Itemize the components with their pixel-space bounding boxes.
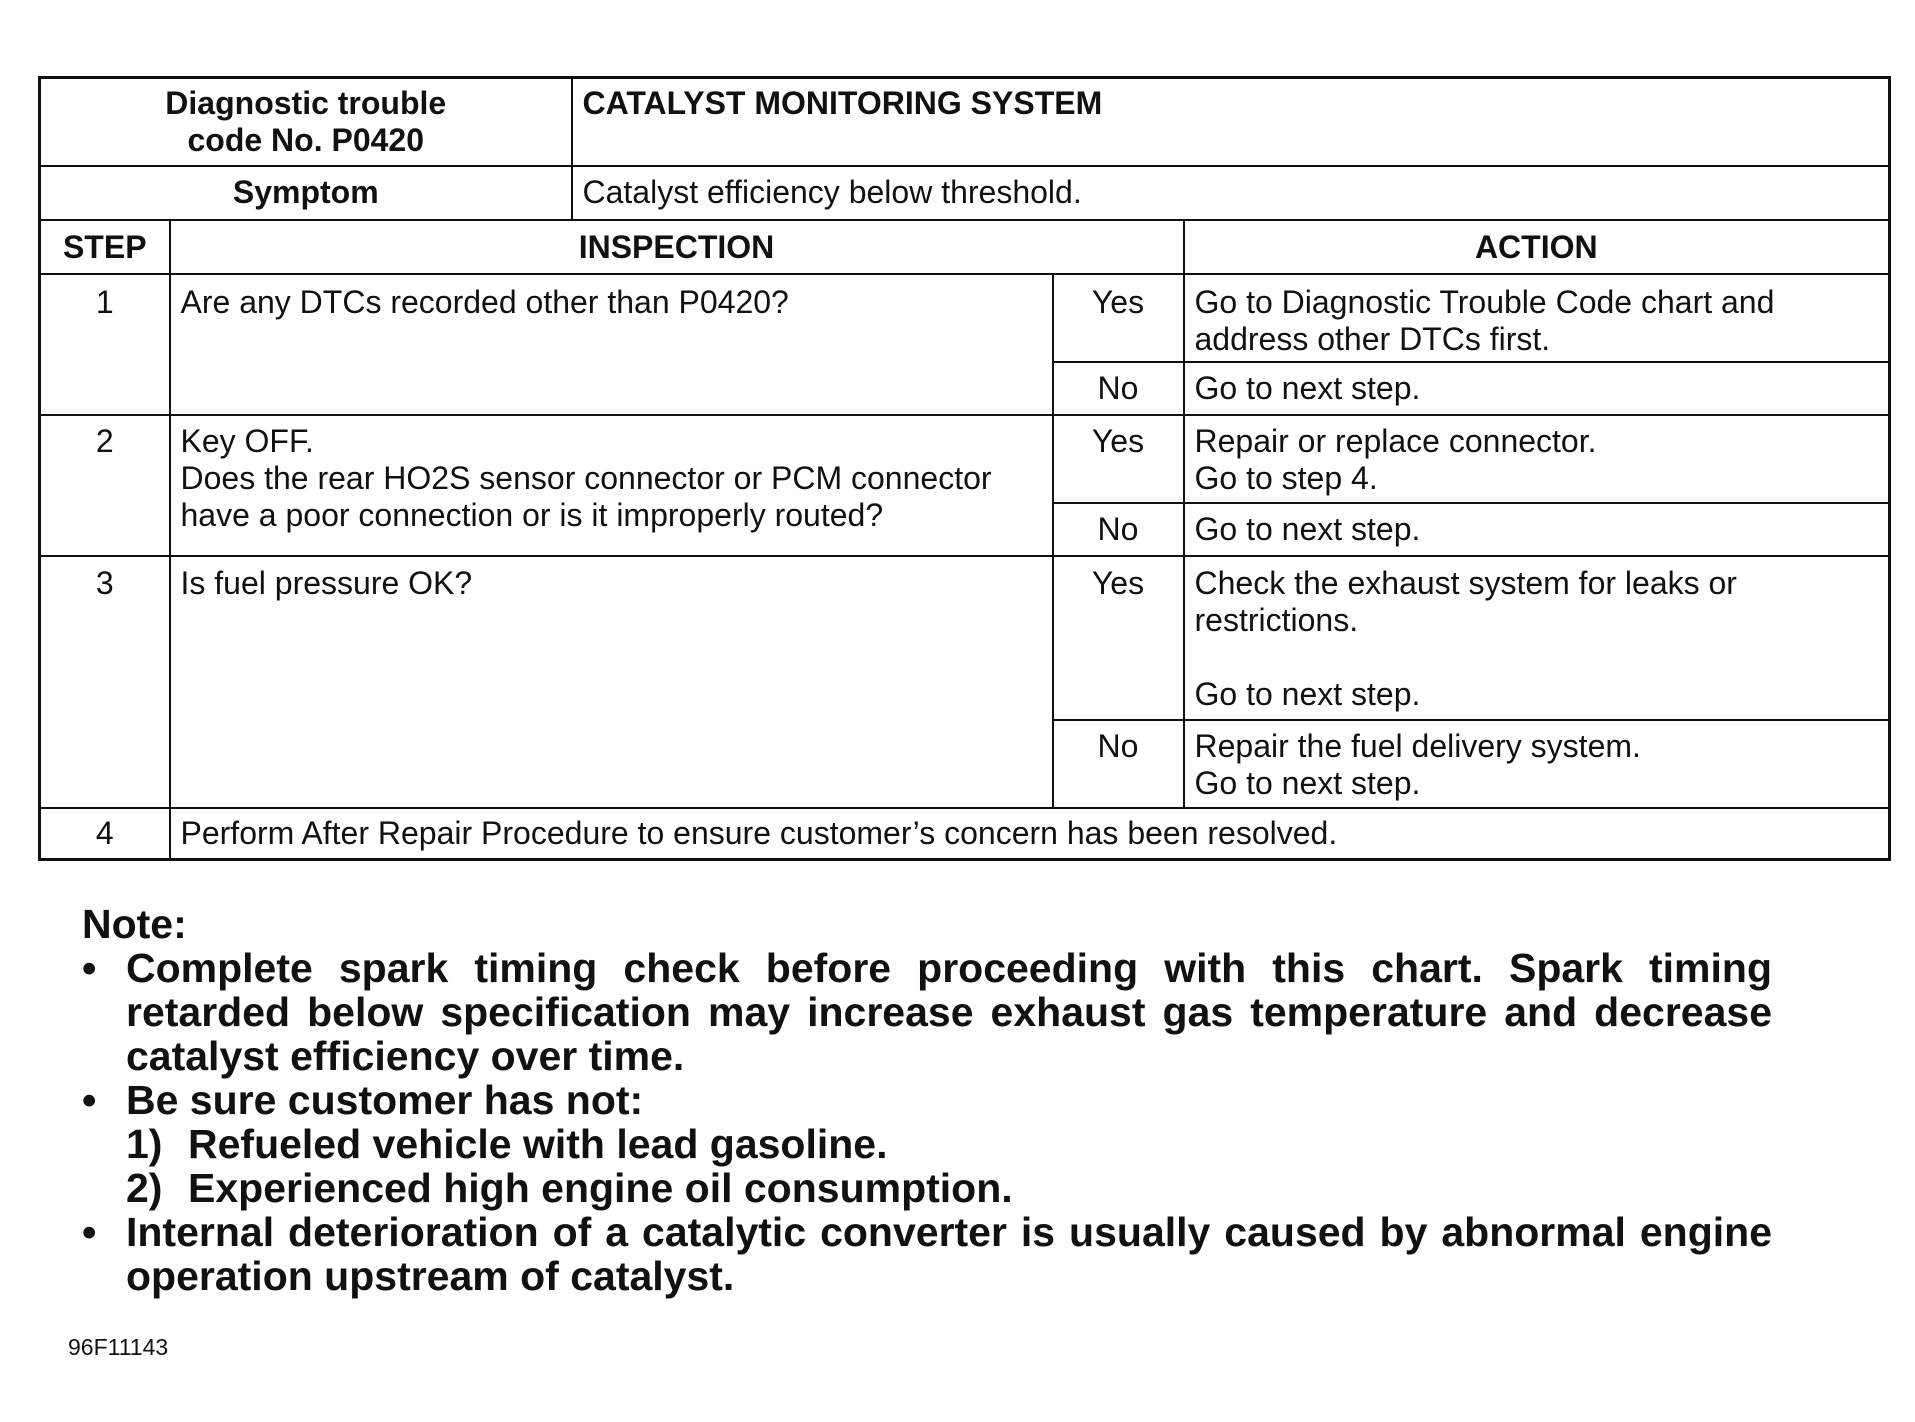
step-header: STEP xyxy=(40,220,170,274)
column-header-row xyxy=(40,220,1890,274)
note-subitem xyxy=(126,1166,1782,1210)
step-inspection: Key OFF. Does the rear HO2S sensor connector or PCM connector have a poor connection or is it improperly routed? xyxy=(170,415,1053,556)
note-subitem-text: Experienced high engine oil consumption. xyxy=(188,1165,1013,1211)
inspection-header: INSPECTION xyxy=(170,220,1184,274)
dtc-row xyxy=(40,78,1890,166)
step-4-row xyxy=(40,808,1890,860)
step-number: 4 xyxy=(40,808,170,860)
note-subitem-number: 1) xyxy=(126,1121,163,1167)
step-number: 2 xyxy=(40,415,170,556)
no-action: Go to next step. xyxy=(1184,503,1890,556)
no-label: No xyxy=(1053,720,1184,808)
symptom-text: Catalyst efficiency below threshold. xyxy=(572,166,1890,220)
note-bullet-text: Complete spark timing check before proceeding with this chart. Spark timing retarded below specification may increase exhaust gas temperature and decrease catalyst efficiency over time. xyxy=(126,945,1772,1079)
step-inspection: Perform After Repair Procedure to ensure customer’s concern has been resolved. xyxy=(170,808,1890,860)
figure-id: 96F11143 xyxy=(68,1334,169,1360)
note-bullet xyxy=(82,946,1782,1078)
note-subitem xyxy=(126,1122,1782,1166)
yes-action: Repair or replace connector. Go to step 4. xyxy=(1184,415,1890,503)
note-bullet-text: Be sure customer has not: xyxy=(126,1077,644,1123)
note-bullet-text: Internal deterioration of a catalytic converter is usually caused by abnormal engine operation upstream of catalyst. xyxy=(126,1209,1772,1299)
yes-action: Go to Diagnostic Trouble Code chart and address other DTCs first. xyxy=(1184,274,1890,362)
diagnostic-table xyxy=(38,76,1891,861)
dtc-label: Diagnostic trouble code No. P0420 xyxy=(40,78,572,166)
no-action: Go to next step. xyxy=(1184,362,1890,415)
yes-label: Yes xyxy=(1053,274,1184,362)
no-action: Repair the fuel delivery system. Go to next step. xyxy=(1184,720,1890,808)
yes-label: Yes xyxy=(1053,556,1184,720)
yes-action: Check the exhaust system for leaks or restrictions. Go to next step. xyxy=(1184,556,1890,720)
step-number: 1 xyxy=(40,274,170,415)
note-list xyxy=(82,946,1782,1298)
note-subitem-text: Refueled vehicle with lead gasoline. xyxy=(188,1121,888,1167)
dtc-title: CATALYST MONITORING SYSTEM xyxy=(572,78,1890,166)
step-1-yes-row xyxy=(40,274,1890,362)
step-inspection: Is fuel pressure OK? xyxy=(170,556,1053,808)
note-sublist xyxy=(126,1122,1782,1210)
symptom-label: Symptom xyxy=(40,166,572,220)
no-label: No xyxy=(1053,503,1184,556)
note-subitem-number: 2) xyxy=(126,1165,163,1211)
step-2-yes-row xyxy=(40,415,1890,503)
note-title: Note: xyxy=(82,901,187,947)
no-label: No xyxy=(1053,362,1184,415)
note-bullet xyxy=(82,1078,1782,1210)
symptom-row xyxy=(40,166,1890,220)
step-3-yes-row xyxy=(40,556,1890,720)
action-header: ACTION xyxy=(1184,220,1890,274)
step-inspection: Are any DTCs recorded other than P0420? xyxy=(170,274,1053,415)
step-number: 3 xyxy=(40,556,170,808)
note-section xyxy=(82,902,1782,1298)
yes-label: Yes xyxy=(1053,415,1184,503)
note-bullet xyxy=(82,1210,1782,1298)
